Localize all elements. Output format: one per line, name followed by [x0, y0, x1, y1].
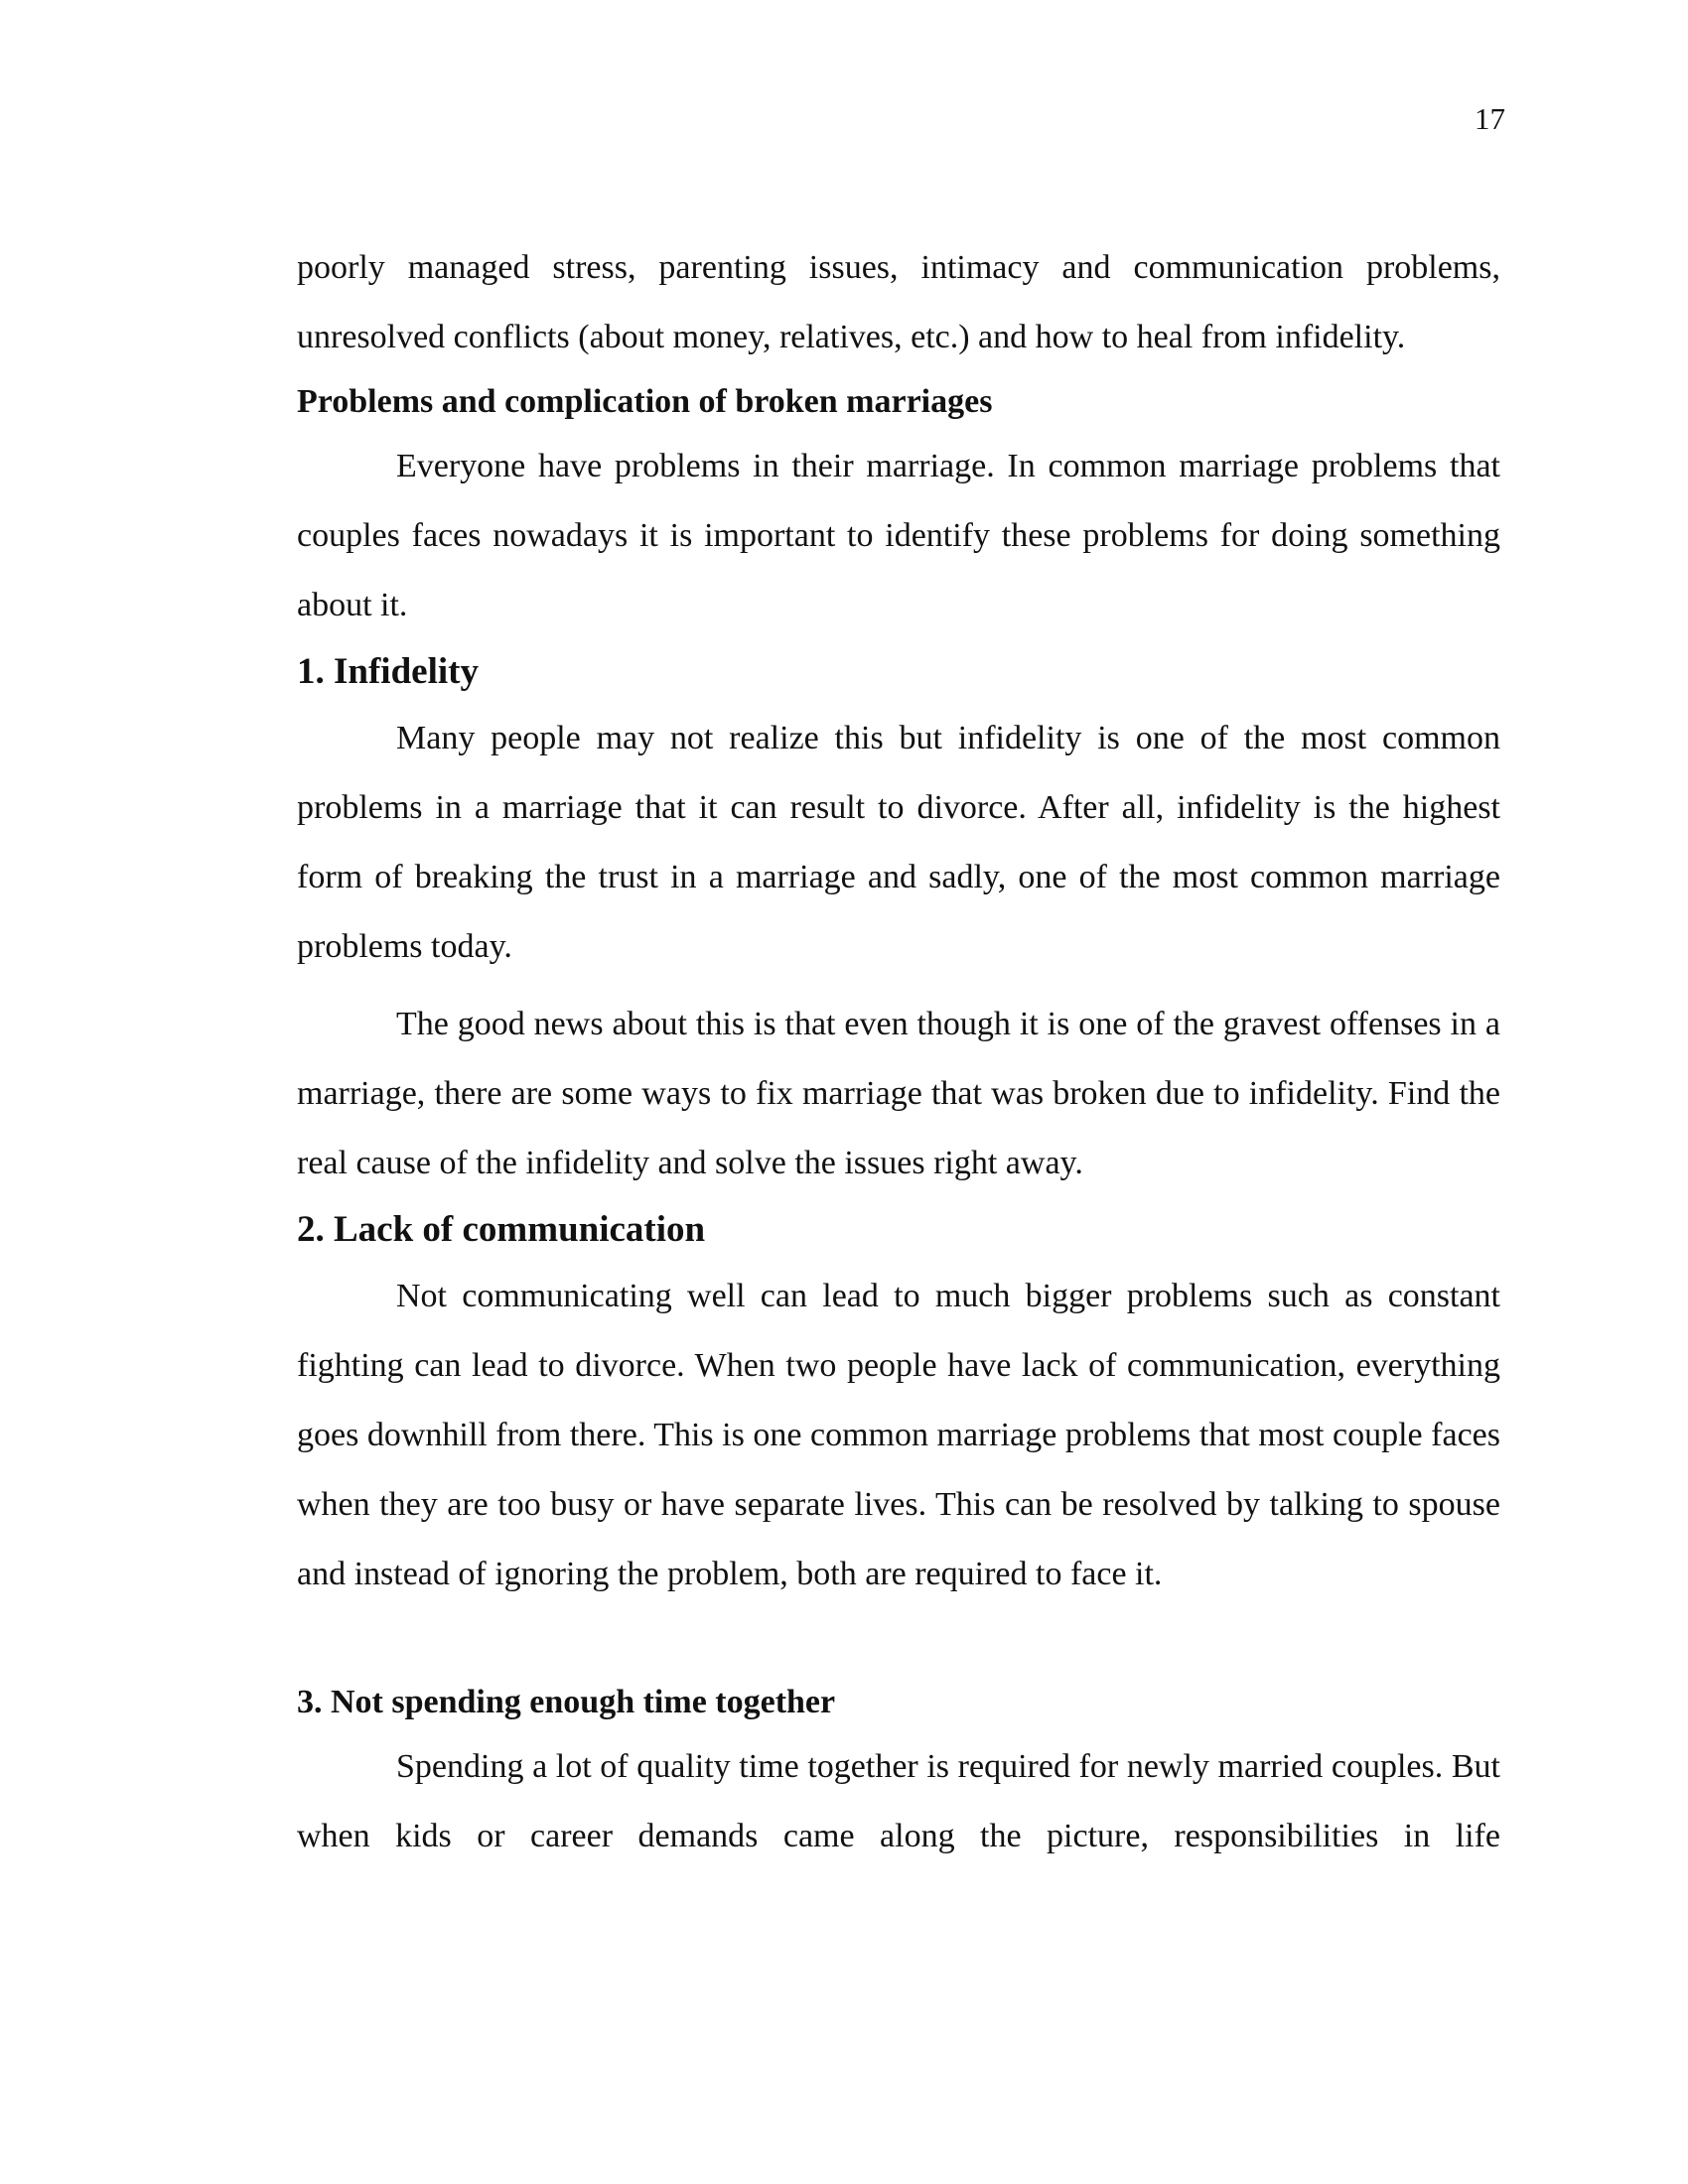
- page-number: 17: [1475, 101, 1505, 136]
- problem-heading-communication: 2. Lack of communication: [297, 1209, 706, 1250]
- page-body: [297, 233, 1500, 1871]
- infidelity-paragraph-2: The good news about this is that even though it is one of the gravest offenses in a marriage, there are some ways to fix marriage that was broken due to infidelity. Find the real cause of the infidelity and solve the issues right away.: [297, 1006, 1500, 1181]
- continued-paragraph: poorly managed stress, parenting issues, intimacy and communication problems, unresolved conflicts (about money, relatives, etc.) and how to heal from infidelity.: [297, 249, 1500, 355]
- section-intro-paragraph: Everyone have problems in their marriage. In common marriage problems that couples faces nowadays it is important to identify these problems for doing something about it.: [297, 448, 1500, 623]
- problem-heading-time-together: 3. Not spending enough time together: [297, 1684, 836, 1720]
- time-together-paragraph-1: Spending a lot of quality time together is required for newly married couples. But when kids or career demands came along the picture, responsibilities in life: [297, 1748, 1500, 1854]
- section-heading: Problems and complication of broken marriages: [297, 383, 993, 420]
- infidelity-paragraph-1: Many people may not realize this but infidelity is one of the most common problems in a marriage that it can result to divorce. After all, infidelity is the highest form of breaking the trust in a marriage and sadly, one of the most common marriage problems today.: [297, 720, 1500, 965]
- problem-heading-infidelity: 1. Infidelity: [297, 651, 479, 692]
- communication-paragraph-1: Not communicating well can lead to much bigger problems such as constant fighting can lead to divorce. When two people have lack of communication, everything goes downhill from there. This is one common marriage problems that most couple faces when they are too busy or have separate lives. This can be resolved by talking to spouse and instead of ignoring the problem, both are required to face it.: [297, 1278, 1500, 1592]
